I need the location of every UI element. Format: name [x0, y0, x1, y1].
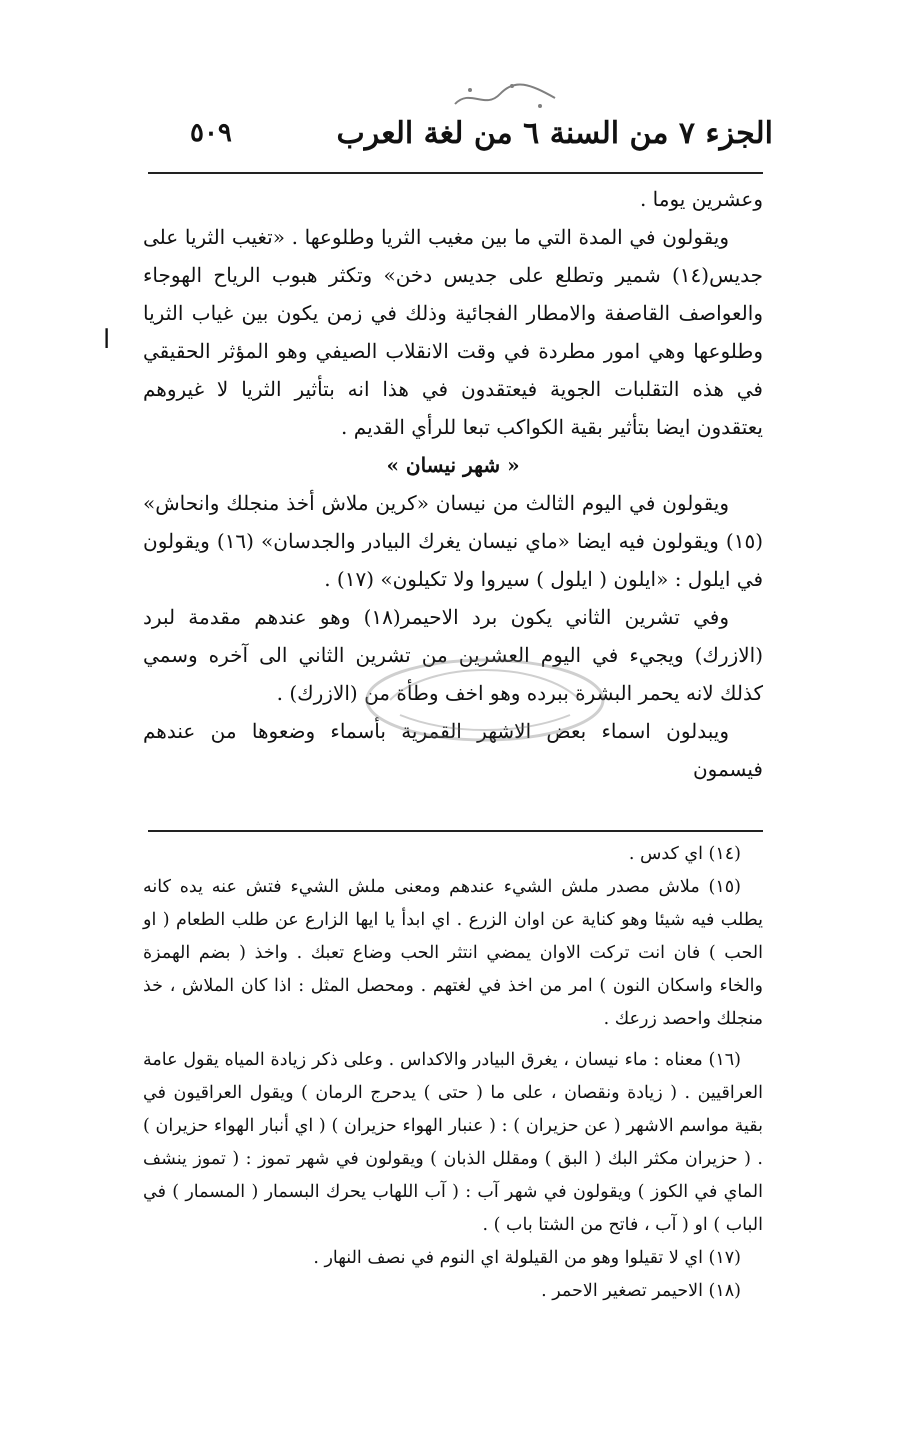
- running-header: [150, 116, 773, 166]
- footnotes: [143, 838, 763, 1308]
- footnote-15: (١٥) ملاش مصدر ملش الشيء عندهم ومعنى ملش الشيء فتش عنه يده كانه يطلب فيه شيئا وهو كناية عن اوان الزرع . اي ابدأ يا ايها الزارع عن طلب الطعام ( او الحب ) فان انت تركت الاوان يمضي انتثر الحب وضاع تعبك . واخذ ( بضم الهمزة والخاء واسكان النون ) امر من اخذ في لغتهم . ومحصل المثل : اذا كان الملاش ، خذ منجلك واحصد زرعك .: [143, 877, 763, 1029]
- header-rule: [148, 172, 763, 174]
- library-watermark: [360, 640, 610, 760]
- footnote-17: (١٧) اي لا تقيلوا وهو من القيلولة اي النوم في نصف النهار .: [313, 1248, 741, 1268]
- library-stamp-seal: [450, 80, 560, 112]
- footnote-16: (١٦) معناه : ماء نيسان ، يغرق البيادر والاكداس . وعلى ذكر زيادة المياه يقول عامة العراقيين . ( زيادة ونقصان ، على ما ( حتى ) يدحرج الرمان ) ويقول العراقيون في بقية مواسم الاشهر ( عن حزيران ) : ( عنبار الهواء حزيران ) ( اي أنبار الهواء حزيران ) . ( حزيران مكثر البك ( البق ) ومقلل الذبان ) ويقولون في شهر تموز : ( تموز ينشف الماي في الكوز ) ويقولون في شهر آب : ( آب اللهاب يحرك البسمار ( المسمار ) في الباب ) او ( آب ، فاتح من الشتا باب ) .: [143, 1050, 763, 1235]
- paragraph-5: ويبدلون اسماء بعض الاشهر القمرية بأسماء وضعوها من عندهم فيسمون: [143, 719, 763, 781]
- footnote-rule: [148, 830, 763, 832]
- margin-mark: ا: [103, 325, 111, 355]
- footnote-18: (١٨) الاحيمر تصغير الاحمر .: [541, 1281, 741, 1301]
- paragraph-4: وفي تشرين الثاني يكون برد الاحيمر(١٨) وهو عندهم مقدمة لبرد (الازرك) ويجيء في اليوم العشرين من تشرين الثاني الى آخره وسمي كذلك لانه يحمر البشرة ببرده وهو اخف وطأة من (الازرك) .: [143, 605, 763, 705]
- footnote-14: (١٤) اي كدس .: [628, 844, 741, 864]
- header-title: الجزء ٧ من السنة ٦ من لغة العرب: [336, 116, 773, 151]
- section-heading: « شهر نيسان »: [386, 453, 520, 477]
- paragraph-1: وعشرين يوما .: [639, 187, 763, 211]
- paragraph-3: ويقولون في اليوم الثالث من نيسان «كرين ملاش أخذ منجلك وانحاش» (١٥) ويقولون فيه ايضا «ماي نيسان يغرك البيادر والجدسان» (١٦) ويقولون في ايلول : «ايلون ( ايلول ) سيروا ولا تكيلون» (١٧) .: [143, 491, 764, 591]
- paragraph-2: ويقولون في المدة التي ما بين مغيب الثريا وطلوعها . «تغيب الثريا على جديس(١٤) شمير وتطلع على جديس دخن» وتكثر هبوب الرياح الهوجاء والعواصف القاصفة والامطار الفجائية وذلك في زمن يكون بين غياب الثريا وطلوعها وهي امور مطردة في وقت الانقلاب الصيفي وهو المؤثر الحقيقي في هذه التقلبات الجوية فيعتقدون في هذا انه بتأثير الثريا لا غيروهم يعتقدون ايضا بتأثير بقية الكواكب تبعا للرأي القديم .: [143, 225, 763, 439]
- page-number: ٥٠٩: [190, 118, 232, 148]
